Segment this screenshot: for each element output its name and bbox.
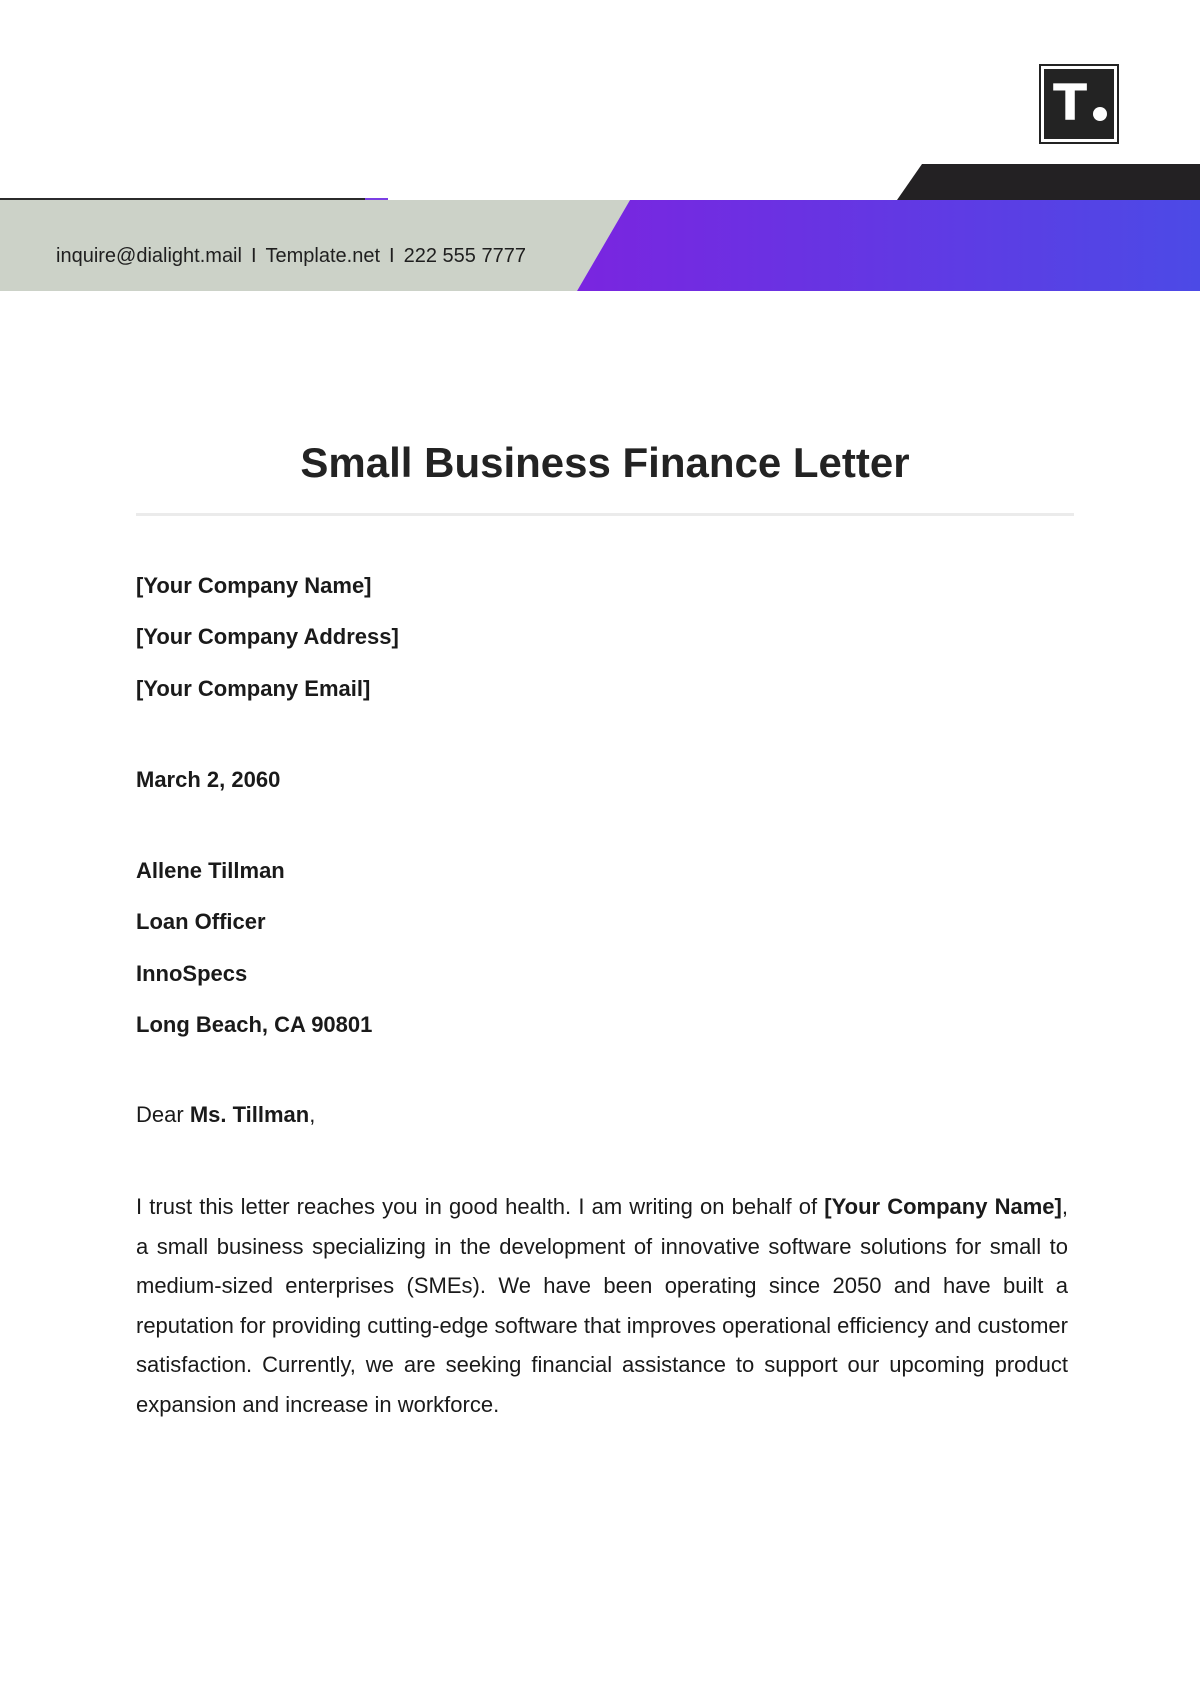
logo-mark — [1044, 69, 1114, 139]
contact-separator: I — [389, 245, 395, 267]
paragraph-text: I trust this letter reaches you in good health. I am writing on behalf of — [136, 1194, 825, 1219]
template-logo — [1039, 64, 1119, 144]
logo-letter: T — [1053, 74, 1088, 132]
sender-company-name: [Your Company Name] — [136, 573, 372, 598]
body-paragraph — [136, 1187, 1068, 1424]
title-divider — [136, 513, 1074, 516]
recipient-name: Allene Tillman — [136, 858, 285, 883]
header-dark-slant — [897, 164, 1200, 200]
salutation-punctuation: , — [309, 1102, 316, 1127]
sender-company-email: [Your Company Email] — [136, 676, 371, 701]
contact-website: Template.net — [265, 245, 381, 267]
contact-separator: I — [250, 245, 257, 267]
recipient-company: InnoSpecs — [136, 961, 248, 986]
contact-info — [56, 244, 526, 268]
salutation-greeting: Dear — [136, 1102, 184, 1127]
salutation-name: Ms. Tillman — [189, 1102, 310, 1127]
logo-dot — [1093, 107, 1107, 121]
letter-date: March 2, 2060 — [136, 767, 281, 792]
paragraph-company-placeholder: [Your Company Name] — [824, 1194, 1062, 1219]
recipient-location: Long Beach, CA 90801 — [136, 1012, 373, 1037]
sender-company-address: [Your Company Address] — [136, 624, 399, 649]
contact-phone: 222 555 7777 — [403, 245, 526, 267]
salutation — [136, 1101, 315, 1129]
contact-email: inquire@dialight.mail — [56, 245, 242, 267]
header-gradient-band — [577, 200, 1200, 291]
recipient-title: Loan Officer — [136, 909, 266, 934]
document-title: Small Business Finance Letter — [300, 439, 910, 487]
paragraph-text: , a small business specializing in the development of innovative software solutions for small to medium-sized enterprises (SMEs). We have been operating since 2050 and have built a reputation for providing cutting-edge software that improves operational efficiency and customer satisfaction. Currently, we are seeking financial assistance to support our upcoming product expansion and increase in workforce. — [136, 1194, 1068, 1417]
